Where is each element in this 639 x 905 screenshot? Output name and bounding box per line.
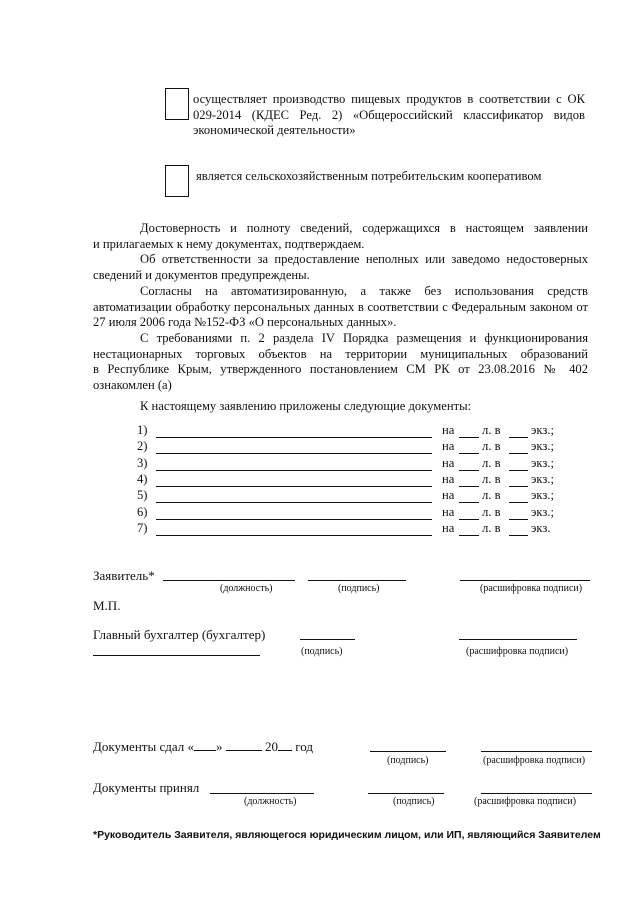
attachment-name-field[interactable] <box>156 439 432 454</box>
attachment-pages-field[interactable] <box>459 521 479 536</box>
attachment-na-label: на <box>442 423 455 437</box>
attachment-name-field[interactable] <box>156 488 432 503</box>
attachment-name-field[interactable] <box>156 472 432 487</box>
attachment-name-field[interactable] <box>156 505 432 520</box>
attachment-copies-label: экз.; <box>531 471 554 486</box>
cooperative-text: является сельскохозяйственным потребительским кооперативом <box>196 169 542 183</box>
attachment-name-field[interactable] <box>156 423 432 438</box>
position-caption: (должность) <box>220 583 273 594</box>
attachment-row <box>0 456 639 472</box>
attachment-pages-label: л. в <box>482 471 501 486</box>
attachment-pages-field[interactable] <box>459 456 479 471</box>
attachment-pages-label: л. в <box>482 423 501 437</box>
attachment-name-field[interactable] <box>156 456 432 471</box>
applicant-position-field[interactable] <box>163 580 295 581</box>
applicant-decoding-field[interactable] <box>460 580 590 581</box>
submitted-decoding-field[interactable] <box>481 751 592 752</box>
accountant-signature-caption: (подпись) <box>301 646 343 657</box>
accepted-decoding-field[interactable] <box>481 793 592 794</box>
food-production-checkbox[interactable] <box>165 88 189 120</box>
signature-caption: (подпись) <box>338 583 380 594</box>
attachment-pages-label: л. в <box>482 504 501 519</box>
attachment-copies-label: экз.; <box>531 455 554 470</box>
attachment-copies-field[interactable] <box>509 505 528 520</box>
stamp-label: М.П. <box>93 598 121 613</box>
attachment-number: 7) <box>137 520 148 535</box>
attachment-number: 3) <box>137 455 148 470</box>
attachment-number: 5) <box>137 488 148 503</box>
attachment-copies-field[interactable] <box>509 439 528 454</box>
attachment-copies-label: экз.; <box>531 504 554 519</box>
attachment-row <box>0 505 639 521</box>
declaration-paragraph-3: Согласны на автоматизированную, а также без использования средств автоматизации обработку персональных данных в соответствии с Федеральным законом от 27 июля 2006 года №152-ФЗ «О персональных данных». <box>93 284 588 329</box>
accountant-label: Главный бухгалтер (бухгалтер) <box>93 627 266 642</box>
attachment-na-label: на <box>442 520 455 535</box>
attachment-copies-label: экз.; <box>531 423 554 437</box>
attachment-number: 6) <box>137 504 148 519</box>
accountant-signature-field[interactable] <box>300 639 355 640</box>
submitted-month-field[interactable] <box>226 739 262 751</box>
attachment-pages-field[interactable] <box>459 488 479 503</box>
attachment-na-label: на <box>442 471 455 486</box>
accepted-signature-field[interactable] <box>368 793 444 794</box>
attachment-pages-field[interactable] <box>459 505 479 520</box>
cooperative-checkbox[interactable] <box>165 165 189 197</box>
attachment-row <box>0 439 639 455</box>
attachment-number: 1) <box>137 423 148 437</box>
attachment-pages-label: л. в <box>482 455 501 470</box>
declaration-paragraph-2: Об ответственности за предоставление неполных или заведомо недостоверных сведений и документов предупреждены. <box>93 252 588 282</box>
attachment-row <box>0 521 639 537</box>
accepted-decoding-caption: (расшифровка подписи) <box>474 796 577 807</box>
attachment-copies-field[interactable] <box>509 472 528 487</box>
declaration-paragraph-4: С требованиями п. 2 раздела IV Порядка размещения и функционирования нестационарных торговых объектов на территории муниципальных образований в Республике Крым, утвержденного постановлением СМ РК от 23.08.2016 № 402 ознакомлен (а) <box>93 331 588 392</box>
accepted-label: Документы принял <box>93 780 200 795</box>
accountant-decoding-caption: (расшифровка подписи) <box>466 646 569 657</box>
submitted-year-field[interactable] <box>278 739 292 751</box>
attachment-na-label: на <box>442 455 455 470</box>
applicant-label: Заявитель* <box>93 568 155 583</box>
attachment-number: 2) <box>137 439 148 454</box>
submitted-decoding-caption: (расшифровка подписи) <box>483 755 586 766</box>
accountant-name-field[interactable] <box>93 655 260 656</box>
attachment-pages-label: л. в <box>482 520 501 535</box>
attachment-number: 4) <box>137 471 148 486</box>
attachment-pages-field[interactable] <box>459 472 479 487</box>
attachment-copies-field[interactable] <box>509 488 528 503</box>
attachment-row <box>0 488 639 504</box>
attachment-na-label: на <box>442 504 455 519</box>
accountant-decoding-field[interactable] <box>459 639 577 640</box>
attachment-pages-label: л. в <box>482 439 501 454</box>
food-production-text: осуществляет производство пищевых продуктов в соответствии с ОК 029-2014 (КДЕС Ред. 2) «Общероссийский классификатор видов экономической деятельности» <box>193 92 585 137</box>
attachment-copies-label: экз.; <box>531 488 554 503</box>
footnote: *Руководитель Заявителя, являющегося юридическим лицом, или ИП, являющийся Заявителем <box>93 829 601 841</box>
submitted-day-field[interactable] <box>194 739 216 751</box>
attachment-name-field[interactable] <box>156 521 432 536</box>
attachment-pages-field[interactable] <box>459 423 479 438</box>
attachment-pages-field[interactable] <box>459 439 479 454</box>
attachment-copies-field[interactable] <box>509 456 528 471</box>
submitted-label: Документы сдал « » 20 год <box>93 739 313 754</box>
attachment-copies-field[interactable] <box>509 521 528 536</box>
accepted-position-field[interactable] <box>210 793 314 794</box>
decoding-caption: (расшифровка подписи) <box>480 583 583 594</box>
submitted-signature-caption: (подпись) <box>387 755 429 766</box>
attachment-row <box>0 472 639 488</box>
attachment-copies-field[interactable] <box>509 423 528 438</box>
attachment-copies-label: экз.; <box>531 439 554 454</box>
accepted-signature-caption: (подпись) <box>393 796 435 807</box>
attachment-copies-label: экз. <box>531 520 551 535</box>
applicant-signature-field[interactable] <box>308 580 406 581</box>
attachment-na-label: на <box>442 439 455 454</box>
attachments-heading: К настоящему заявлению приложены следующие документы: <box>140 399 472 413</box>
declaration-paragraph-1: Достоверность и полноту сведений, содержащихся в настоящем заявлении и прилагаемых к нему документах, подтверждаем. <box>93 221 588 251</box>
attachment-row <box>0 423 639 439</box>
accepted-position-caption: (должность) <box>244 796 297 807</box>
attachment-na-label: на <box>442 488 455 503</box>
attachment-pages-label: л. в <box>482 488 501 503</box>
submitted-signature-field[interactable] <box>370 751 446 752</box>
